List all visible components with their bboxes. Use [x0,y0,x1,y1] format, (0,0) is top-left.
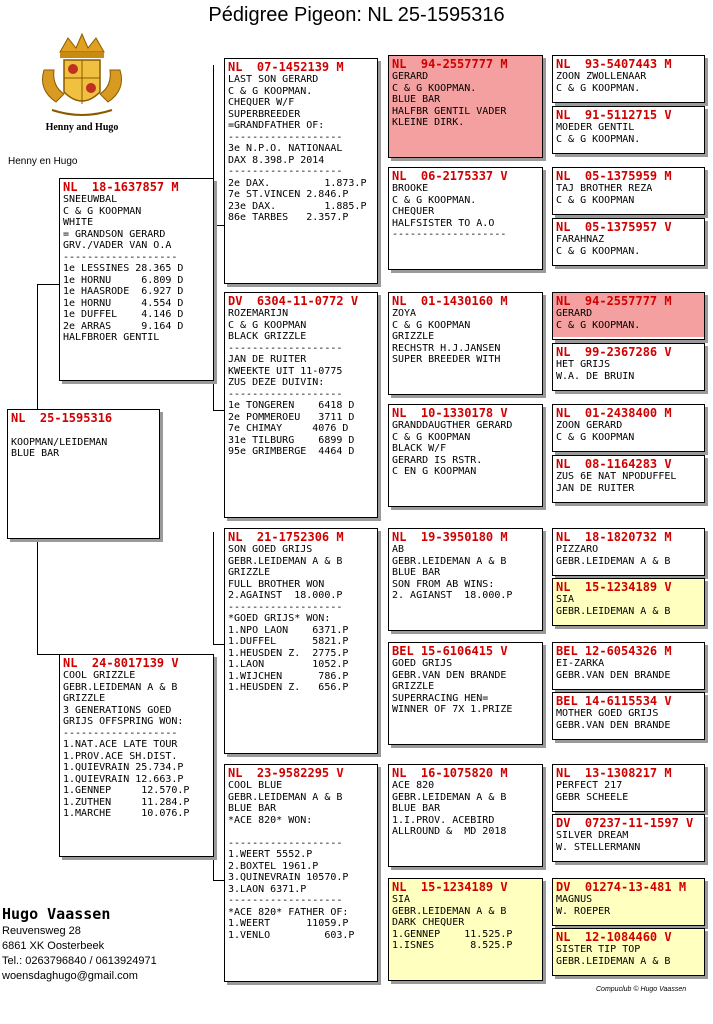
ring-number: NL 01-2438400 M [556,406,672,420]
pigeon-info-line: C & G KOOPMAN [556,431,635,443]
pigeon-info-line: SIA [556,594,575,605]
pigeon-info-line: SILVER DREAM [556,830,629,841]
pigeon-info-line [225,826,377,838]
pigeon-info-line: HET GRIJS [556,359,611,370]
ring-number: BEL 12-6054326 M [556,644,672,658]
pigeon-info-line: ZUS 6E NAT NPODUFFEL [556,471,677,482]
pigeon-info-line: 2e POMMEROEU 3711 D [228,411,355,423]
pigeon-info-line: 2e ARRAS 9.164 D [63,320,184,332]
pigeon-card-ssd[interactable] [388,167,543,270]
ring-number: NL 24-8017139 V [63,656,179,670]
pigeon-card-dddd[interactable] [552,928,705,976]
pigeon-info-line: PERFECT 217 [556,780,623,791]
pigeon-info-line: C & G KOOPMAN [228,319,307,331]
pigeon-info-line: 2.AGAINST 18.000.P [228,590,343,601]
credit-text: Compuclub © Hugo Vaassen [596,986,687,993]
ring-number: NL 91-5112715 V [556,108,672,122]
pigeon-info-line: *GOED GRIJS* WON: [228,613,331,624]
pigeon-info-line: C & G KOOPMAN. [556,245,641,257]
connector [37,654,59,655]
pigeon-card-dam[interactable] [59,654,214,857]
crown-shield-icon [34,30,130,122]
logo-caption: Henny and Hugo [45,122,119,133]
ring-number: NL 94-2557777 M [556,294,672,308]
pigeon-info-line: ROZEMARIJN [228,308,289,319]
pigeon-info-line: FARAHNAZ [556,234,605,245]
ring-number: NL 18-1820732 M [556,530,672,544]
pigeon-info-line: GEBR.LEIDEMAN A & B [392,555,507,567]
pigeon-info-line: FULL BROTHER WON [228,578,325,590]
pigeon-info-line: GEBR.LEIDEMAN A & B [556,955,671,967]
pigeon-info-line: GRIZZLE [392,331,435,342]
ring-number: NL 99-2367286 V [556,345,672,359]
pigeon-card-dssd[interactable] [552,578,705,626]
ring-number: NL 25-1595316 [11,411,113,425]
pigeon-info-line: 1.GENNEP 12.570.P [63,785,190,796]
pigeon-info-line: C EN G KOOPMAN [392,466,477,477]
pigeon-info-line: GEBR.LEIDEMAN A & B [392,905,507,917]
pigeon-info-line: GEBR SCHEELE [556,791,629,803]
pigeon-info-line: SUPERRACING HEN= [392,692,489,704]
pigeon-info-line: = GRANDSON GERARD [63,228,166,240]
ring-number: NL 06-2175337 V [392,169,508,183]
pigeon-info-line: 1.WEERT 5552.P [228,849,313,860]
pigeon-info-line: GRANDDAUGTHER GERARD [392,420,513,431]
ring-number: DV 6304-11-0772 V [228,294,359,308]
pigeon-info-line: 1e DUFFEL 4.146 D [63,309,184,320]
pigeon-info-line: LAST SON GERARD [228,74,319,85]
pigeon-info-line: =GRANDFATHER OF: [228,120,325,131]
pigeon-info-line: PIZZARO [556,544,599,555]
pigeon-card-dd[interactable] [224,764,378,982]
pigeon-info-line: ------------------- [228,131,343,143]
pigeon-info-line: 1.HEUSDEN Z. 2775.P [228,647,349,659]
pigeon-card-sss[interactable] [388,55,543,158]
pigeon-info-line: GEBR.VAN DEN BRANDE [556,669,671,681]
pigeon-info-line: 1.GENNEP 11.525.P [392,928,513,940]
pigeon-card-dsd[interactable] [388,642,543,745]
pigeon-info-line: BLUE BAR [228,803,277,814]
ring-number: NL 10-1330178 V [392,406,508,420]
owner-phone: Tel.: 0263796840 / 0613924971 [2,955,157,967]
pigeon-info-line: MOEDER GENTIL [556,122,635,133]
pigeon-info-line: C & G KOOPMAN. [392,194,477,206]
pigeon-card-ssds[interactable] [552,167,705,215]
pigeon-card-ddsd[interactable] [552,814,705,862]
ring-number: NL 15-1234189 V [556,580,672,594]
pigeon-info-line: ZUS DEZE DUIVIN: [228,377,325,388]
ring-number: NL 15-1234189 V [392,880,508,894]
pigeon-info-line: 7e ST.VINCEN 2.846.P [228,189,349,200]
pigeon-card-dsss[interactable] [552,528,705,576]
pigeon-info-line: C & G KOOPMAN. [556,82,641,94]
pigeon-info-line: 1.WEERT 11059.P [228,918,349,929]
pigeon-info-line: KOOPMAN/LEIDEMAN [11,436,108,448]
pigeon-info-line: 1.VENLO 603.P [228,929,355,941]
pigeon-info-line: EI-ZARKA [556,658,605,669]
pigeon-info-line: TAJ BROTHER REZA [556,183,653,194]
pigeon-card-dss[interactable] [388,528,543,631]
pigeon-info-line: GERARD [392,71,429,82]
pigeon-info-line: 2.BOXTEL 1961.P [228,860,319,872]
connector [213,410,224,411]
logo [34,30,130,138]
pigeon-info-line: W. STELLERMANN [556,841,641,853]
pigeon-info-line: BLACK W/F [392,443,447,454]
pigeon-info-line: ------------------- [228,601,343,613]
ring-number: NL 01-1430160 M [392,294,508,308]
pigeon-card-sdd[interactable] [388,404,543,507]
pigeon-info-line: WHITE [63,217,94,228]
connector [213,532,214,644]
pigeon-info-line: GEBR.LEIDEMAN A & B [63,681,178,693]
pigeon-info-line: 23e DAX. 1.885.P [228,200,367,212]
ring-number: NL 18-1637857 M [63,180,179,194]
pigeon-info-line: JAN DE RUITER [556,482,635,494]
ring-number: NL 21-1752306 M [228,530,344,544]
page-title: Pédigree Pigeon: NL 25-1595316 [208,4,505,26]
owner-name: Hugo Vaassen [2,905,111,923]
left-label: Henny en Hugo [8,156,78,167]
pigeon-info-line: C & G KOOPMAN. [556,133,641,145]
pigeon-card-dsds[interactable] [552,642,705,690]
pigeon-info-line: KWEEKTE UIT 11-0775 [228,365,343,377]
pigeon-info-line: ALLROUND & MD 2018 [392,826,507,837]
pigeon-info-line: ------------------- [228,166,343,177]
pigeon-info-line: BLACK GRIZZLE [228,331,307,342]
pigeon-info-line: 1.WIJCHEN 786.P [228,670,349,682]
pigeon-info-line: 95e GRIMBERGE 4464 D [228,446,355,457]
pigeon-info-line: ------------------- [63,251,178,263]
pigeon-info-line: C & G KOOPMAN [392,319,471,331]
pigeon-info-line: GOED GRIJS [392,658,453,669]
pigeon-info-line: COOL BLUE [228,780,283,791]
ring-number: DV 07237-11-1597 V [556,816,694,830]
ring-number: NL 12-1084460 V [556,930,672,944]
pigeon-card-subject[interactable] [7,409,160,539]
pigeon-info-line: ACE 820 [392,780,435,791]
pigeon-info-line: 1.HEUSDEN Z. 656.P [228,682,349,693]
ring-number: NL 07-1452139 M [228,60,344,74]
pigeon-card-sssd[interactable] [552,106,705,154]
pigeon-info-line: 1.ISNES 8.525.P [392,940,513,951]
pigeon-info-line: DAX 8.398.P 2014 [228,154,325,166]
pigeon-info-line [8,425,159,437]
pigeon-info-line: ZOON ZWOLLENAAR [556,71,647,82]
ring-number: NL 16-1075820 M [392,766,508,780]
pigeon-info-line: ZOON GERARD [556,420,623,431]
pigeon-info-line: RECHSTR H.J.JANSEN [392,342,501,354]
pigeon-info-line: 1.NPO LAON 6371.P [228,624,349,636]
pigeon-info-line: GRIZZLE [63,693,106,704]
pigeon-info-line: SUPERBREEDER [228,108,301,120]
pigeon-info-line: GEBR.VAN DEN BRANDE [392,669,507,681]
pigeon-info-line: *ACE 820* WON: [228,814,313,826]
pigeon-card-sds[interactable] [388,292,543,395]
pigeon-info-line: W.A. DE BRUIN [556,370,635,382]
pigeon-info-line: SNEEUWBAL [63,194,118,205]
pigeon-info-line: ------------------- [228,837,343,849]
pigeon-info-line: CHEQUER W/F [228,97,295,108]
pigeon-info-line: GRIZZLE [228,567,271,578]
owner-email[interactable]: woensdaghugo@gmail.com [2,970,138,982]
pigeon-info-line: 31e TILBURG 6899 D [228,434,355,446]
pigeon-info-line: DARK CHEQUER [392,917,465,928]
pigeon-info-line: AB [392,544,405,555]
pigeon-info-line: ------------------- [63,727,178,739]
connector [213,644,224,645]
ring-number: NL 19-3950180 M [392,530,508,544]
pigeon-info-line: 1.I.PROV. ACEBIRD [392,814,495,826]
connector [37,284,38,411]
pigeon-info-line: 1.ZUTHEN 11.284.P [63,796,190,808]
ring-number: NL 05-1375959 M [556,169,672,183]
pigeon-info-line: 3e N.P.O. NATIONAAL [228,143,343,154]
pigeon-info-line: GEBR.LEIDEMAN A & B [556,605,671,617]
pigeon-info-line: *ACE 820* FATHER OF: [228,906,349,918]
pigeon-info-line: MAGNUS [556,894,593,905]
pigeon-info-line: GRIZZLE [392,681,435,692]
pigeon-info-line: 1.LAON 1052.P [228,659,349,670]
connector [37,538,38,655]
pigeon-info-line: GEBR.LEIDEMAN A & B [228,555,343,567]
pigeon-info-line: ------------------- [228,342,343,354]
pigeon-info-line: JAN DE RUITER [228,354,307,365]
connector [213,880,224,881]
pigeon-info-line: 1e HORNU 6.809 D [63,274,184,286]
pigeon-info-line: 1.NAT.ACE LATE TOUR [63,739,178,750]
connector [213,225,224,226]
pigeon-card-sdsd[interactable] [552,343,705,391]
pigeon-card-ssdd[interactable] [552,218,705,266]
pigeon-info-line: 1.PROV.ACE SH.DIST. [63,750,178,762]
ring-number: BEL 14-6115534 V [556,694,672,708]
pigeon-info-line: 2e DAX. 1.873.P [228,177,367,189]
pigeon-card-dds[interactable] [388,764,543,867]
pigeon-info-line: HALFBROER GENTIL [63,332,160,343]
pigeon-info-line: KLEINE DIRK. [392,117,465,128]
ring-number: DV 01274-13-481 M [556,880,687,894]
pigeon-card-sdds[interactable] [552,404,705,452]
pigeon-info-line: SON FROM AB WINS: [392,578,495,590]
pigeon-info-line: ZOYA [392,308,417,319]
pigeon-info-line: WINNER OF 7X 1.PRIZE [392,704,513,715]
pigeon-info-line: 3.QUINEVRAIN 10570.P [228,872,349,883]
pigeon-info-line: ------------------- [228,388,343,400]
pigeon-info-line: SIA [392,894,411,905]
pigeon-info-line: GEBR.VAN DEN BRANDE [556,719,671,731]
pigeon-info-line: SISTER TIP TOP [556,944,641,955]
pigeon-info-line: SON GOED GRIJS [228,544,313,555]
pigeon-info-line: GRV./VADER VAN O.A [63,240,172,251]
pigeon-info-line: BLUE BAR [392,567,441,578]
pigeon-info-line: 1.QUIEVRAIN 25.734.P [63,762,184,773]
pigeon-info-line: SUPER BREEDER WITH [392,354,501,365]
pigeon-card-sdss[interactable] [552,292,705,340]
pigeon-info-line: 1e HAASRODE 6.927 D [63,286,184,297]
ring-number: NL 93-5407443 M [556,57,672,71]
pigeon-card-sddd[interactable] [552,455,705,503]
pigeon-card-sd[interactable] [224,292,378,518]
ring-number: NL 13-1308217 M [556,766,672,780]
pigeon-info-line: 1.DUFFEL 5821.P [228,636,349,647]
connector [37,284,59,285]
ring-number: NL 08-1164283 V [556,457,672,471]
pigeon-info-line: 1e LESSINES 28.365 D [63,263,184,274]
pigeon-info-line: C & G KOOPMAN. [392,82,477,94]
pigeon-info-line: BROOKE [392,183,429,194]
pigeon-card-ddds[interactable] [552,878,705,926]
pigeon-info-line: BLUE BAR [11,448,60,459]
owner-street: Reuvensweg 28 [2,925,81,937]
ring-number: NL 94-2557777 M [392,57,508,71]
pigeon-info-line: C & G KOOPMAN [392,431,471,443]
pigeon-card-sire[interactable] [59,178,214,381]
pigeon-info-line: 86e TARBES 2.357.P [228,212,349,223]
pigeon-card-ss[interactable] [224,58,378,284]
pigeon-info-line: GERARD IS RSTR. [392,454,483,466]
pigeon-info-line: C & G KOOPMAN. [556,319,641,331]
pigeon-info-line: 3 GENERATIONS GOED [63,704,172,716]
pigeon-info-line: BLUE BAR [392,803,441,814]
pigeon-info-line: GEBR.LEIDEMAN A & B [556,555,671,567]
pigeon-info-line: BLUE BAR [392,94,441,105]
owner-city: 6861 XK Oosterbeek [2,940,105,952]
pigeon-info-line: 1.MARCHE 10.076.P [63,808,190,819]
pigeon-card-ddss[interactable] [552,764,705,812]
pigeon-info-line: HALFSISTER TO A.O [392,217,495,229]
pigeon-info-line: ------------------- [228,895,343,906]
pigeon-info-line: 1e TONGEREN 6418 D [228,400,355,411]
pigeon-info-line: GEBR.LEIDEMAN A & B [392,791,507,803]
pigeon-info-line: HALFBR GENTIL VADER [392,105,507,117]
pigeon-info-line: GEBR.LEIDEMAN A & B [228,791,343,803]
ring-number: BEL 15-6106415 V [392,644,508,658]
pigeon-info-line: 2. AGIANST 18.000.P [392,590,513,601]
pigeon-card-dsdd[interactable] [552,692,705,740]
pigeon-card-ddd[interactable] [388,878,543,981]
pigeon-info-line: C & G KOOPMAN. [228,85,313,97]
pigeon-card-ds[interactable] [224,528,378,754]
pigeon-info-line: 1e HORNU 4.554 D [63,297,184,309]
pigeon-card-ssss[interactable] [552,55,705,103]
pigeon-info-line: 3.LAON 6371.P [228,883,307,895]
pigeon-info-line: COOL GRIZZLE [63,670,136,681]
pigeon-info-line: ------------------- [392,229,507,240]
pigeon-info-line: GRIJS OFFSPRING WON: [63,716,184,727]
pigeon-info-line: GERARD [556,308,593,319]
pigeon-info-line: CHEQUER [392,206,435,217]
pigeon-info-line: C & G KOOPMAN [63,205,142,217]
pigeon-info-line: W. ROEPER [556,905,611,917]
pigeon-info-line: MOTHER GOED GRIJS [556,708,659,719]
pigeon-info-line: 1.QUIEVRAIN 12.663.P [63,773,184,785]
ring-number: NL 23-9582295 V [228,766,344,780]
ring-number: NL 05-1375957 V [556,220,672,234]
pigeon-info-line: C & G KOOPMAN [556,194,635,206]
pigeon-info-line: 7e CHIMAY 4076 D [228,423,349,434]
